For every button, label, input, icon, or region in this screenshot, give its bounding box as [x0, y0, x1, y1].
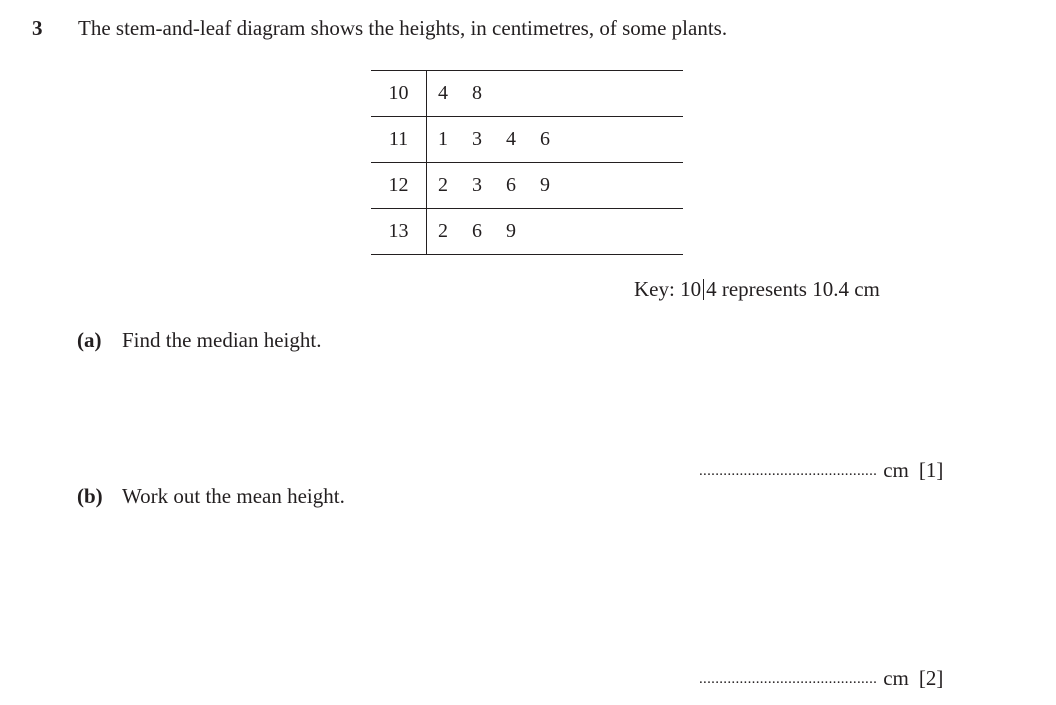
answer-unit: cm — [883, 666, 909, 690]
leaf-value: 4 — [438, 82, 448, 104]
part-b-text: Work out the mean height. — [122, 484, 345, 508]
leaf-value: 6 — [540, 128, 550, 150]
answer-unit: cm — [883, 458, 909, 482]
stem-and-leaf-diagram — [371, 70, 683, 255]
stem-value: 10 — [371, 71, 427, 116]
leaf-value: 6 — [472, 220, 482, 242]
leaf-value: 3 — [472, 174, 482, 196]
leaf-list — [427, 82, 506, 105]
stem-value: 12 — [371, 163, 427, 208]
part-a-text: Find the median height. — [122, 328, 322, 352]
stem-leaf-row — [371, 209, 683, 255]
key-divider — [703, 279, 704, 300]
leaf-value: 2 — [438, 174, 448, 196]
leaf-value: 2 — [438, 220, 448, 242]
leaf-value: 1 — [438, 128, 448, 150]
stem-value: 13 — [371, 209, 427, 254]
marks-label: [2] — [918, 666, 944, 690]
leaf-value: 3 — [472, 128, 482, 150]
stem-leaf-row — [371, 71, 683, 117]
part-a-answer-line[interactable] — [699, 458, 943, 483]
leaf-value: 4 — [506, 128, 516, 150]
question-number: 3 — [32, 16, 43, 40]
question-intro: The stem-and-leaf diagram shows the heights, in centimetres, of some plants. — [78, 16, 728, 40]
answer-dots: ............................................ — [699, 463, 878, 479]
leaf-list — [427, 128, 574, 151]
leaf-value: 6 — [506, 174, 516, 196]
key-suffix: 4 represents 10.4 cm — [706, 277, 880, 301]
leaf-list — [427, 174, 574, 197]
key-prefix: Key: 10 — [634, 277, 702, 301]
answer-dots: ............................................ — [699, 671, 878, 687]
part-b-label: (b) — [77, 484, 103, 508]
marks-label: [1] — [918, 458, 944, 482]
leaf-list — [427, 220, 540, 243]
part-b — [77, 484, 345, 509]
stem-leaf-row — [371, 163, 683, 209]
stem-leaf-row — [371, 117, 683, 163]
diagram-key — [634, 277, 880, 302]
part-a — [77, 328, 321, 353]
stem-value: 11 — [371, 117, 427, 162]
part-a-label: (a) — [77, 328, 102, 352]
leaf-value: 9 — [506, 220, 516, 242]
leaf-value: 9 — [540, 174, 550, 196]
part-b-answer-line[interactable] — [699, 666, 943, 691]
leaf-value: 8 — [472, 82, 482, 104]
